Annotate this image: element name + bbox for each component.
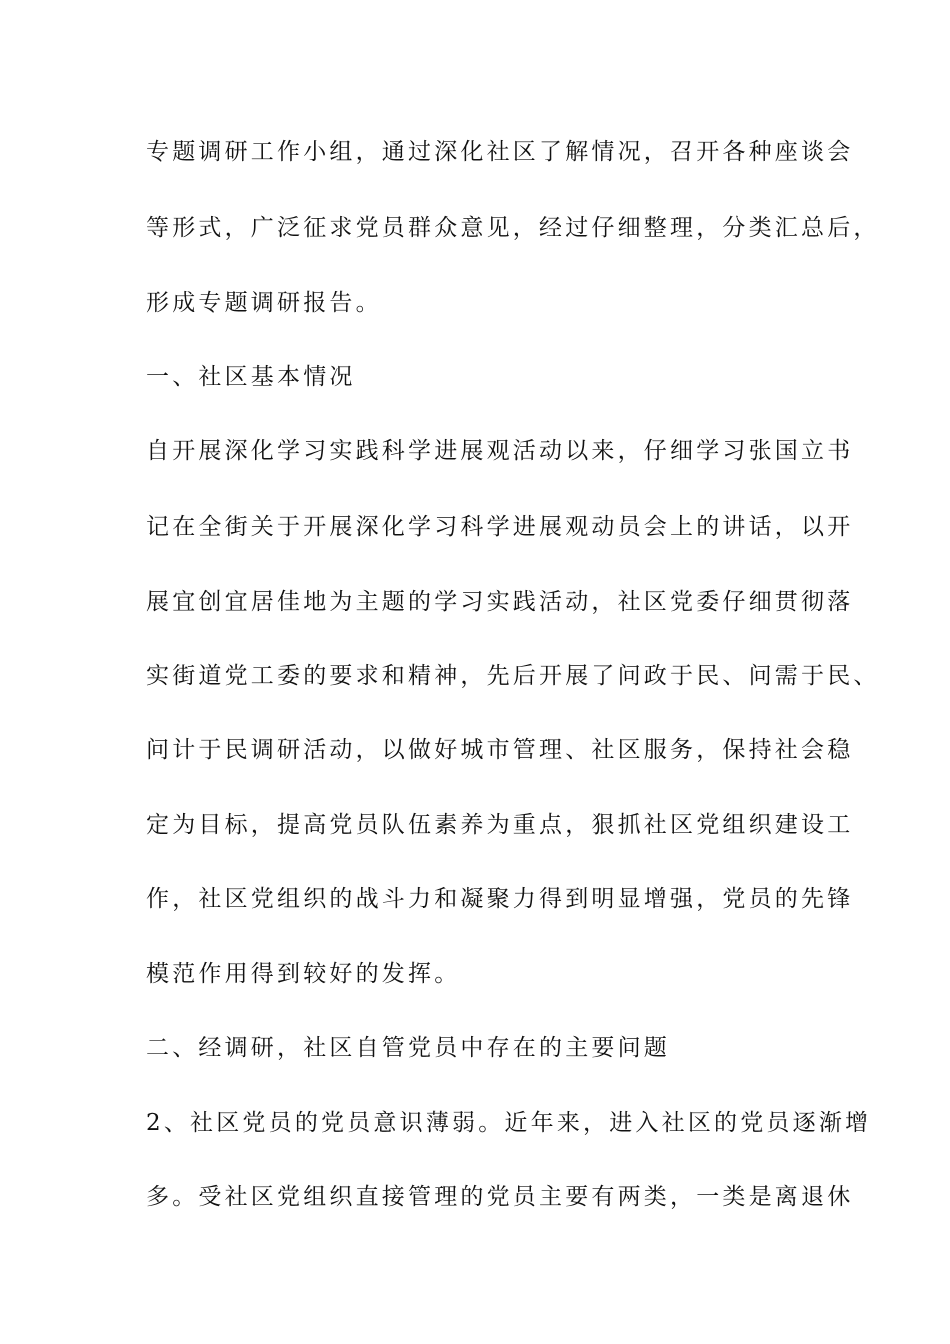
text-line: 专题调研工作小组，通过深化社区了解情况，召开各种座谈会 (146, 139, 854, 165)
text-line: 等形式，广泛征求党员群众意见，经过仔细整理，分类汇总后， (146, 215, 880, 241)
text-line: 记在全街关于开展深化学习科学进展观动员会上的讲话，以开 (146, 514, 854, 540)
text-line: 问计于民调研活动，以做好城市管理、社区服务，保持社会稳 (146, 737, 854, 763)
text-line: 实街道党工委的要求和精神，先后开展了问政于民、问需于民、 (146, 663, 880, 689)
section-heading: 一、社区基本情况 (146, 364, 356, 390)
text-line: 2、社区党员的党员意识薄弱。近年来，进入社区的党员逐渐增 (146, 1110, 872, 1136)
text-line: 自开展深化学习实践科学进展观活动以来，仔细学习张国立书 (146, 438, 854, 464)
text-line: 形成专题调研报告。 (146, 290, 382, 316)
text-line: 定为目标，提高党员队伍素养为重点，狠抓社区党组织建设工 (146, 812, 854, 838)
text-line: 作，社区党组织的战斗力和凝聚力得到明显增强，党员的先锋 (146, 886, 854, 912)
text-line: 展宜创宜居佳地为主题的学习实践活动，社区党委仔细贯彻落 (146, 589, 854, 615)
text-line: 模范作用得到较好的发挥。 (146, 961, 461, 987)
section-heading: 二、经调研，社区自管党员中存在的主要问题 (146, 1035, 670, 1061)
text-line: 多。受社区党组织直接管理的党员主要有两类，一类是离退休 (146, 1184, 854, 1210)
